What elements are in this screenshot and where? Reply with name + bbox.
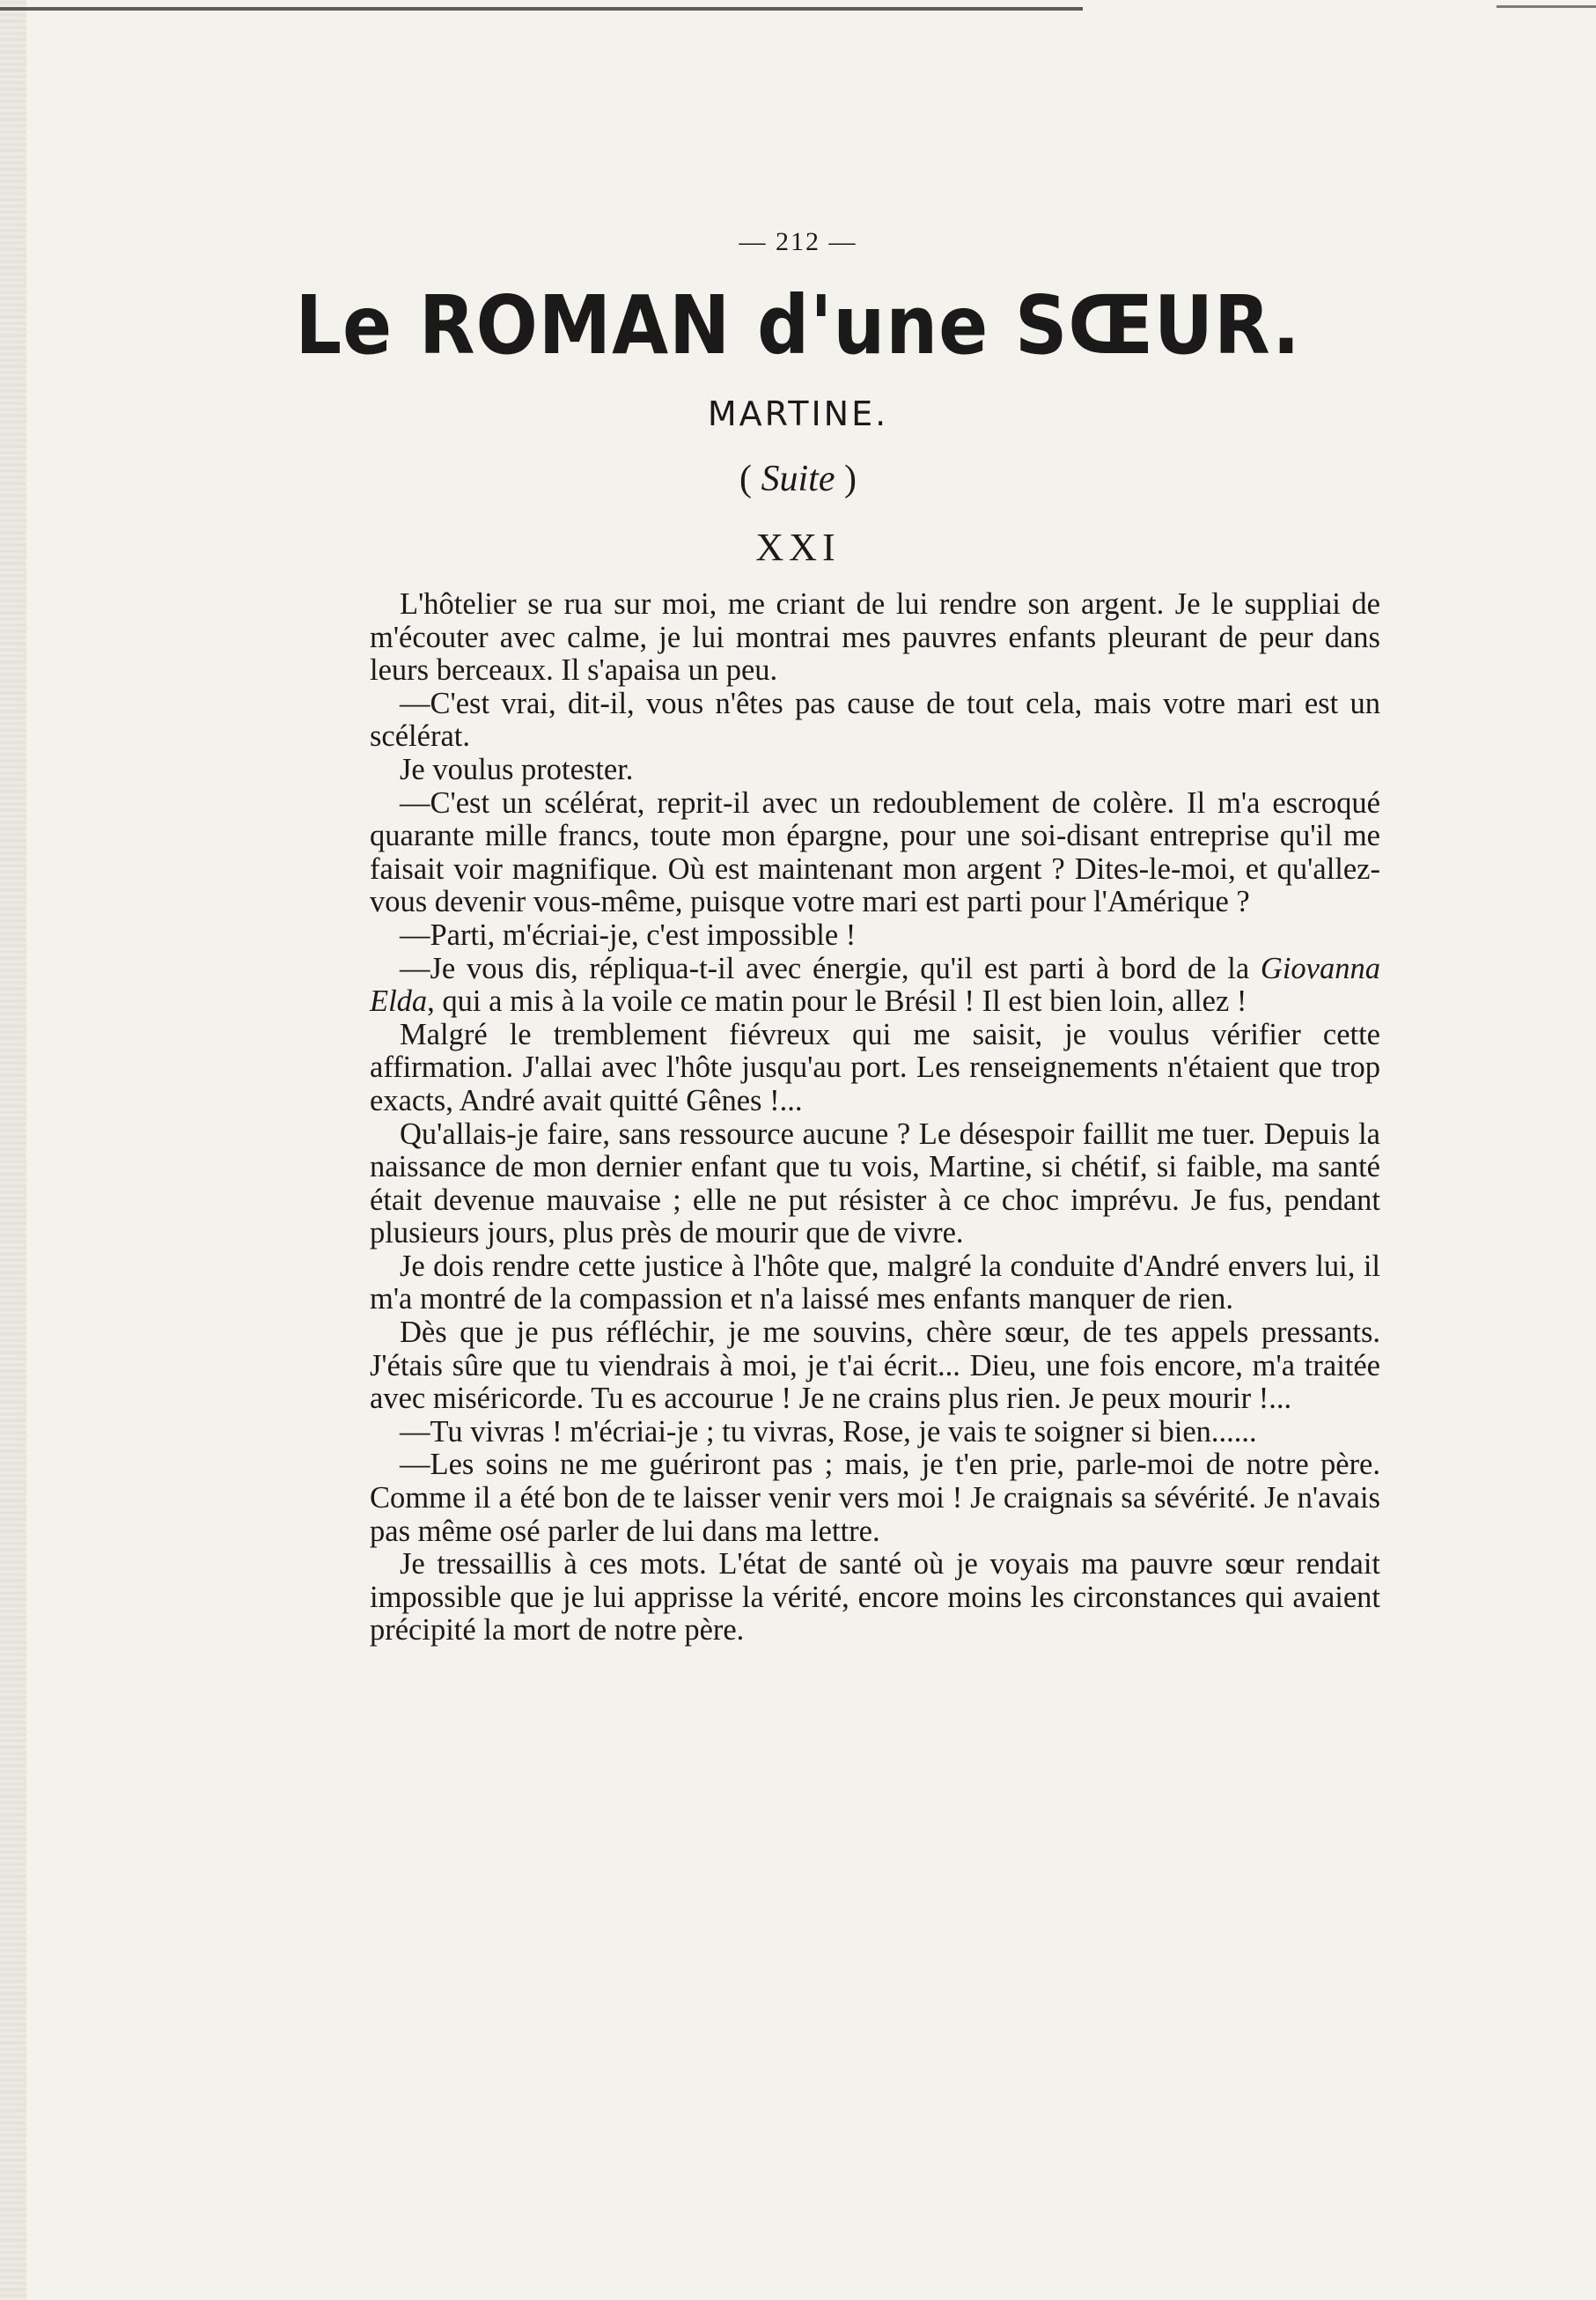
paragraph: Je tressaillis à ces mots. L'état de santé où je voyais ma pauvre sœur rendait impossible que je lui apprisse la vérité, encore moins les circonstances qui avaient précipité la mort de notre père.: [370, 1547, 1380, 1648]
article-title: Le ROMAN d'une SŒUR.: [295, 278, 1301, 372]
paragraph: Je dois rendre cette justice à l'hôte que, malgré la conduite d'André envers lui, il m'a montré de la compassion et n'a laissé mes enfants manquer de rien.: [370, 1249, 1380, 1316]
paragraph-text-before: —Je vous dis, répliqua-t-il avec énergie, qu'il est parti à bord de la: [400, 951, 1261, 985]
paragraph: —C'est vrai, dit-il, vous n'êtes pas cause de tout cela, mais votre mari est un scélérat.: [370, 686, 1380, 754]
paragraph: Qu'allais-je faire, sans ressource aucune ? Le désespoir faillit me tuer. Depuis la naissance de mon dernier enfant que tu vois, Martine, si chétif, si faible, ma santé était devenue mauvaise ; elle ne put résister à ce choc imprévu. Je fus, pendant plusieurs jours, plus près de mourir que de vivre.: [370, 1117, 1380, 1250]
paragraph: Malgré le tremblement fiévreux qui me saisit, je voulus vérifier cette affirmation. J'allai avec l'hôte jusqu'au port. Les renseignements n'étaient que trop exacts, André avait quitté Gênes !...: [370, 1017, 1380, 1117]
body-text: [370, 588, 1380, 1648]
paragraph: —Les soins ne me guériront pas ; mais, je t'en prie, parle-moi de notre père. Comme il a été bon de te laisser venir vers moi ! Je craignais sa sévérité. Je n'avais pas même osé parler de lui dans ma lettre.: [370, 1448, 1380, 1548]
page-number: — 212 —: [739, 227, 857, 256]
paragraph: Dès que je pus réfléchir, je me souvins, chère sœur, de tes appels pressants. J'étais sûre que tu viendrais à moi, je t'ai écrit... Dieu, une fois encore, m'a traitée avec miséricorde. Tu es accourue ! Je ne crains plus rien. Je peux mourir !...: [370, 1316, 1380, 1416]
paragraph: Je voulus protester.: [400, 752, 634, 786]
paragraph: L'hôtelier se rua sur moi, me criant de lui rendre son argent. Je le suppliai de m'écouter avec calme, je lui montrai mes pauvres enfants pleurant de peur dans leurs berceaux. Il s'apaisa un peu.: [370, 587, 1380, 688]
suite-open-paren: (: [739, 459, 761, 499]
paragraph: —Parti, m'écriai-je, c'est impossible !: [400, 918, 857, 952]
suite-word: Suite: [761, 459, 835, 499]
ship-name: Giovanna Elda: [370, 951, 1380, 1019]
suite-close-paren: ): [835, 459, 857, 499]
paragraph-text-after: , qui a mis à la voile ce matin pour le Brésil ! Il est bien loin, allez !: [427, 984, 1247, 1019]
article-subtitle: MARTINE.: [707, 394, 889, 433]
paragraph: —Tu vivras ! m'écriai-je ; tu vivras, Rose, je vais te soigner si bien......: [400, 1414, 1257, 1449]
chapter-heading: XXI: [755, 526, 841, 569]
paragraph: —C'est un scélérat, reprit-il avec un redoublement de colère. Il m'a escroqué quarante mille francs, toute mon épargne, pour une soi-disant entreprise qu'il me faisait voir magnifique. Où est maintenant mon argent ? Dites-le-moi, et qu'allez-vous devenir vous-même, puisque votre mari est parti pour l'Amérique ?: [370, 785, 1380, 919]
page-edge-shadow: [0, 0, 26, 2300]
continuation-note: [0, 458, 1596, 500]
paragraph: [370, 953, 1380, 1019]
top-border-rule: [0, 7, 1083, 11]
top-border-rule-right: [1497, 5, 1596, 8]
